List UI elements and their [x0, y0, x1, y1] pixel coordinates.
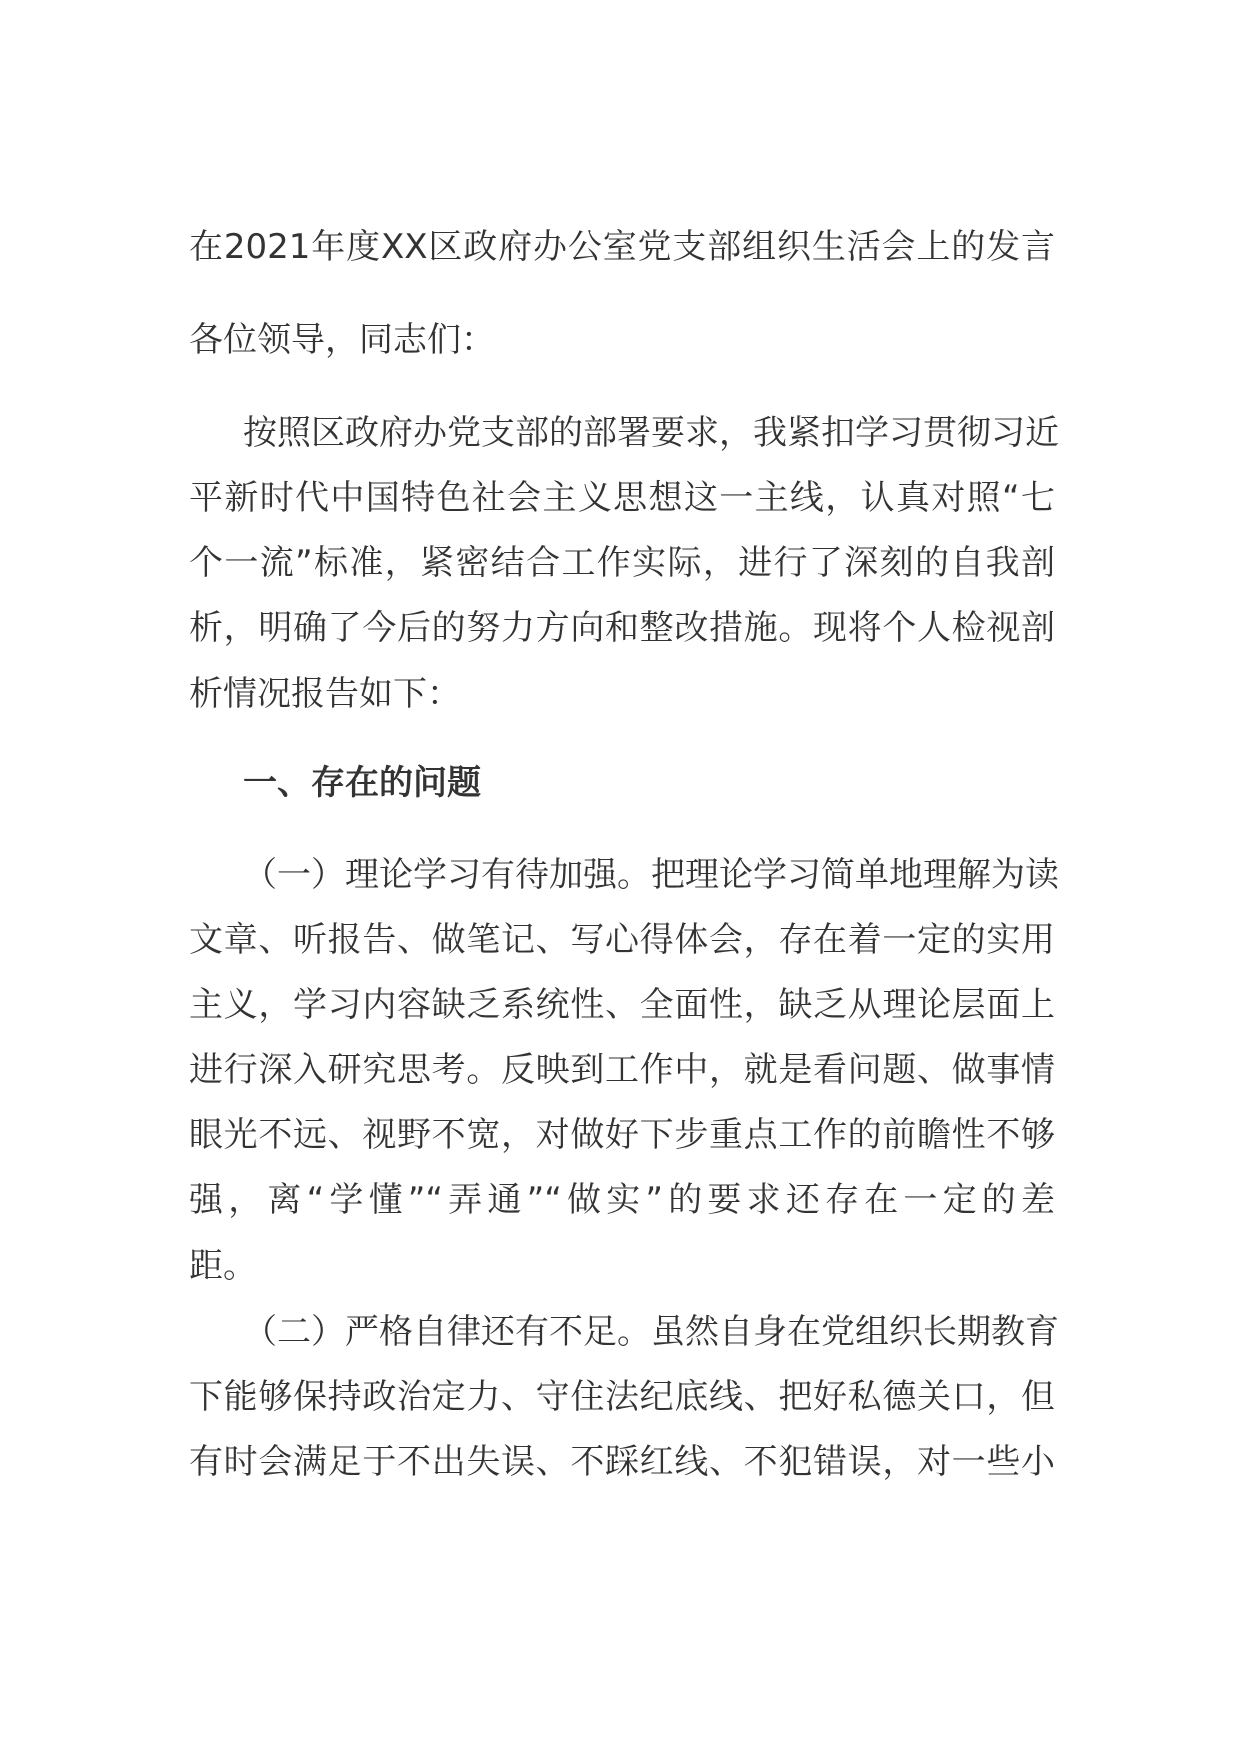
paragraph-line: （一）理论学习有待加强。把理论学习简单地理解为读 — [243, 855, 1059, 895]
paragraph-line: 析，明确了今后的努力方向和整改措施。现将个人检视剖 — [189, 608, 1055, 648]
paragraph-line: （二）严格自律还有不足。虽然自身在党组织长期教育 — [243, 1312, 1059, 1352]
paragraph-line: 主义，学习内容缺乏系统性、全面性，缺乏从理论层面上 — [189, 985, 1055, 1025]
section-heading: 一、存在的问题 — [243, 763, 481, 803]
paragraph-line: 强，离“学懂”“弄通”“做实”的要求还存在一定的差 — [189, 1180, 1055, 1220]
paragraph-line: 按照区政府办党支部的部署要求，我紧扣学习贯彻习近 — [243, 413, 1059, 453]
paragraph-line: 距。 — [189, 1246, 257, 1286]
paragraph-line: 有时会满足于不出失误、不踩红线、不犯错误，对一些小 — [189, 1442, 1055, 1482]
paragraph-line: 文章、听报告、做笔记、写心得体会，存在着一定的实用 — [189, 920, 1055, 960]
paragraph-line: 平新时代中国特色社会主义思想这一主线，认真对照“七 — [189, 478, 1055, 518]
document-title: 在2021年度XX区政府办公室党支部组织生活会上的发言 — [189, 227, 1055, 267]
paragraph-line: 析情况报告如下： — [189, 674, 461, 714]
paragraph-line: 下能够保持政治定力、守住法纪底线、把好私德关口，但 — [189, 1377, 1055, 1417]
paragraph-line: 眼光不远、视野不宽，对做好下步重点工作的前瞻性不够 — [189, 1115, 1055, 1155]
paragraph-line: 进行深入研究思考。反映到工作中，就是看问题、做事情 — [189, 1050, 1055, 1090]
greeting: 各位领导，同志们： — [189, 320, 495, 360]
paragraph-line: 个一流”标准，紧密结合工作实际，进行了深刻的自我剖 — [189, 543, 1055, 583]
